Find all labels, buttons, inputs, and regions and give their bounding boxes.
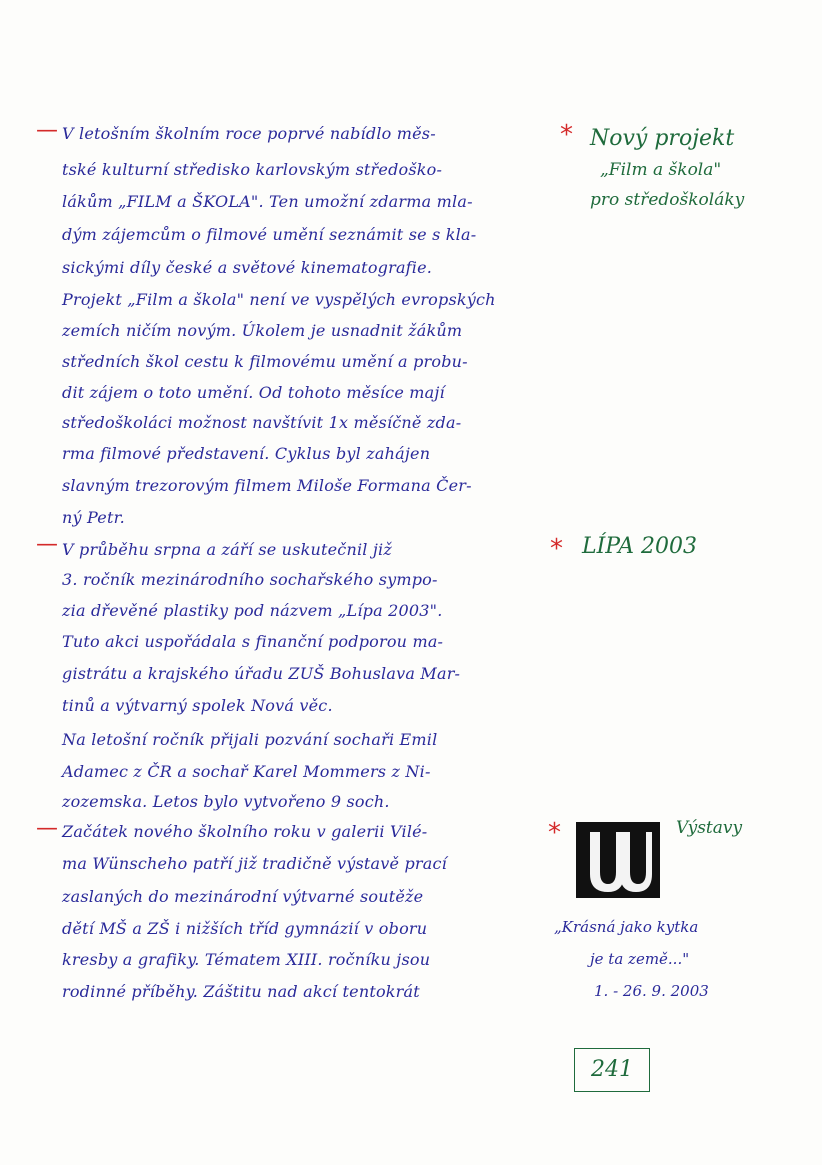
entry2-line-6: tinů a výtvarný spolek Nová věc. bbox=[62, 696, 333, 715]
entry1-line-12: slavným trezorovým filmem Miloše Formana Čer- bbox=[62, 476, 472, 495]
entry2-line-7: Na letošní ročník přijali pozvání sochaři Emil bbox=[62, 730, 438, 749]
gallery-logo bbox=[576, 822, 660, 898]
entry3-line-2: ma Wünscheho patří již tradičně výstavě prací bbox=[62, 854, 447, 873]
entry2-line-9: zozemska. Letos bylo vytvořeno 9 soch. bbox=[62, 792, 390, 811]
entry1-line-8: středních škol cestu k filmovému umění a probu- bbox=[62, 352, 468, 371]
entry1-line-3: lákům „FILM a ŠKOLA". Ten umožní zdarma mla- bbox=[62, 192, 473, 211]
note-star-2: * bbox=[550, 534, 563, 564]
entry2-line-4: Tuto akci uspořádala s finanční podporou ma- bbox=[62, 632, 444, 651]
margin-note-1-line-3: pro středoškoláky bbox=[590, 190, 745, 210]
margin-note-1-line-2: „Film a škola" bbox=[600, 160, 722, 180]
entry1-line-11: rma filmové představení. Cyklus byl zahájen bbox=[62, 444, 431, 463]
entry1-line-4: dým zájemcům o filmové umění seznámit se s kla- bbox=[62, 225, 477, 244]
exhibition-caption-line-1: „Krásná jako kytka bbox=[554, 918, 699, 936]
exhibition-dates: 1. - 26. 9. 2003 bbox=[594, 982, 709, 1000]
margin-note-3: Výstavy bbox=[676, 818, 743, 838]
entry1-line-5: sickými díly české a světové kinematografie. bbox=[62, 258, 433, 277]
page-number: 241 bbox=[574, 1048, 650, 1092]
entry2-line-3: zia dřevěné plastiky pod názvem „Lípa 2003". bbox=[62, 601, 443, 620]
entry3-line-4: dětí MŠ a ZŠ i nižších tříd gymnázií v oboru bbox=[62, 919, 428, 938]
entry2-line-1: V průběhu srpna a září se uskutečnil již bbox=[62, 540, 392, 559]
entry2-line-2: 3. ročník mezinárodního sochařského sympo- bbox=[62, 570, 438, 589]
entry1-line-10: středoškoláci možnost navštívit 1x měsíčně zda- bbox=[62, 413, 462, 432]
entry3-line-5: kresby a grafiky. Tématem XIII. ročníku jsou bbox=[62, 950, 431, 969]
entry1-line-9: dit zájem o toto umění. Od tohoto měsíce mají bbox=[62, 383, 445, 402]
entry-marker-3: — bbox=[36, 816, 58, 841]
entry1-line-6: Projekt „Film a škola" není ve vyspělých evropských bbox=[62, 290, 496, 309]
exhibition-caption-line-2: je ta země..." bbox=[590, 950, 690, 968]
entry2-line-8: Adamec z ČR a sochař Karel Mommers z Ni- bbox=[62, 762, 431, 781]
margin-note-1-line-1: Nový projekt bbox=[590, 126, 735, 151]
note-star-3: * bbox=[548, 818, 561, 848]
entry-marker-2: — bbox=[36, 532, 58, 557]
entry3-line-1: Začátek nového školního roku v galerii Vilé- bbox=[62, 822, 428, 841]
note-star-1: * bbox=[560, 120, 573, 150]
entry3-line-3: zaslaných do mezinárodní výtvarné soutěže bbox=[62, 887, 424, 906]
entry-marker-1: — bbox=[36, 118, 58, 143]
entry1-line-13: ný Petr. bbox=[62, 508, 125, 527]
entry1-line-7: zemích ničím novým. Úkolem je usnadnit žákům bbox=[62, 321, 463, 340]
entry1-line-1: V letošním školním roce poprvé nabídlo měs- bbox=[62, 124, 436, 143]
entry1-line-2: tské kulturní středisko karlovským středoško- bbox=[62, 160, 443, 179]
entry3-line-6: rodinné příběhy. Záštitu nad akcí tentokrát bbox=[62, 982, 420, 1001]
margin-note-2: LÍPA 2003 bbox=[582, 534, 697, 559]
entry2-line-5: gistrátu a krajského úřadu ZUŠ Bohuslava Mar- bbox=[62, 664, 461, 683]
